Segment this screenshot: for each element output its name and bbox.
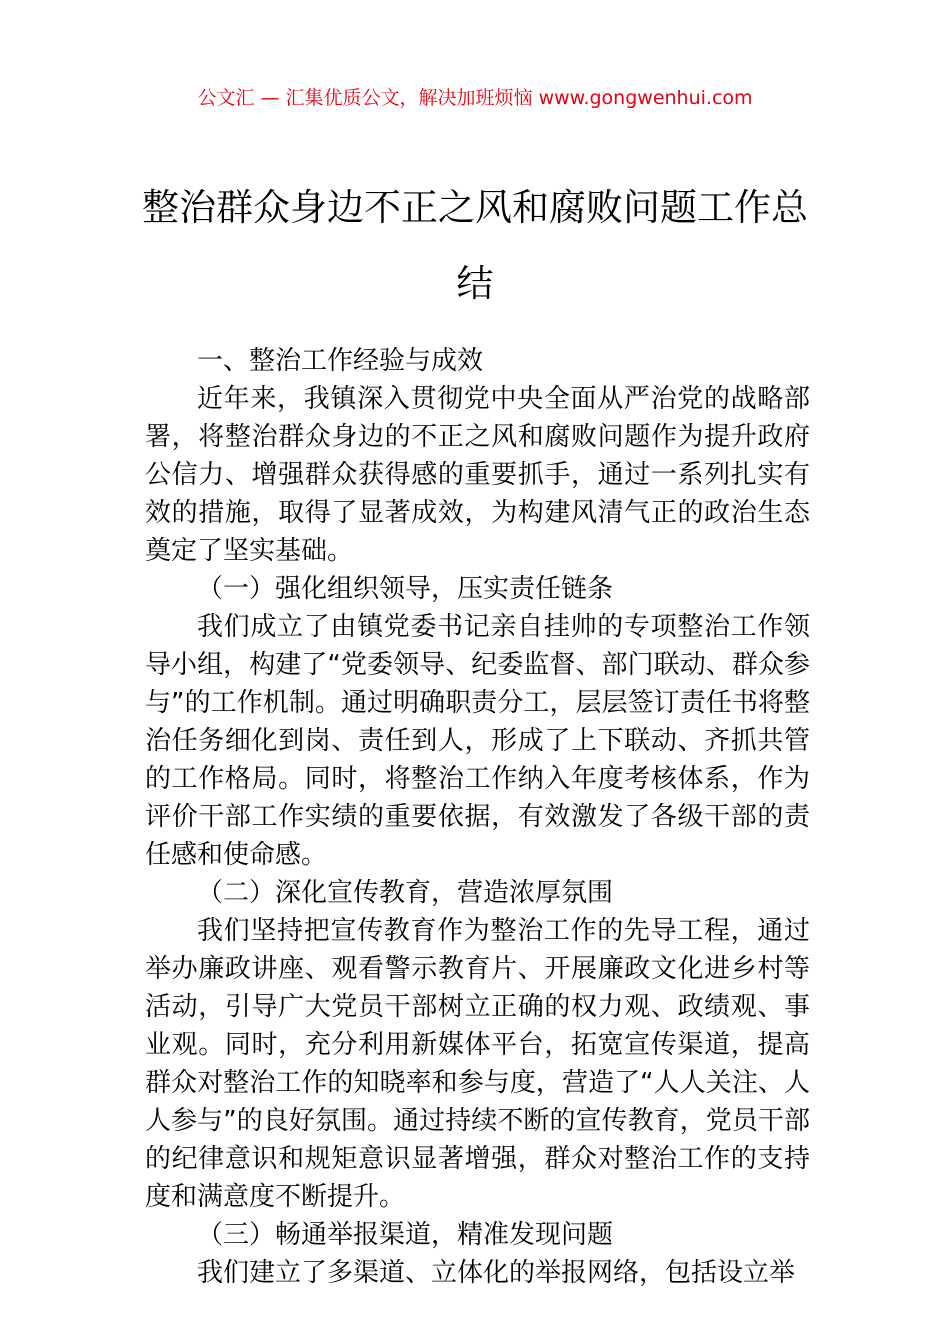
subsection-heading-2: （二）深化宣传教育，营造浓厚氛围	[197, 878, 614, 908]
subsection-heading-1: （一）强化组织领导，压实责任链条	[197, 574, 614, 604]
site-header-banner: 公文汇 — 汇集优质公文，解决加班烦恼 www.gongwenhui.com	[197, 87, 753, 109]
document-body	[145, 342, 810, 1292]
section-heading-1: 一、整治工作经验与成效	[197, 346, 484, 376]
document-title: 整治群众身边不正之风和腐败问题工作总结	[142, 186, 808, 305]
paragraph-intro: 近年来，我镇深入贯彻党中央全面从严治党的战略部署，将整治群众身边的不正之风和腐败问题作为提升政府公信力、增强群众获得感的重要抓手，通过一系列扎实有效的措施，取得了显著成效，为构建风清气正的政治生态奠定了坚实基础。	[145, 384, 810, 566]
paragraph-reporting: 我们建立了多渠道、立体化的举报网络，包括设立举	[197, 1258, 796, 1288]
paragraph-leadership: 我们成立了由镇党委书记亲自挂帅的专项整治工作领导小组，构建了“党委领导、纪委监督、部门联动、群众参与”的工作机制。通过明确职责分工，层层签订责任书将整治任务细化到岗、责任到人，形成了上下联动、齐抓共管的工作格局。同时，将整治工作纳入年度考核体系，作为评价干部工作实绩的重要依据，有效激发了各级干部的责任感和使命感。	[145, 612, 810, 870]
paragraph-education: 我们坚持把宣传教育作为整治工作的先导工程，通过举办廉政讲座、观看警示教育片、开展廉政文化进乡村等活动，引导广大党员干部树立正确的权力观、政绩观、事业观。同时，充分利用新媒体平台，拓宽宣传渠道，提高群众对整治工作的知晓率和参与度，营造了“人人关注、人人参与”的良好氛围。通过持续不断的宣传教育，党员干部的纪律意识和规矩意识显著增强，群众对整治工作的支持度和满意度不断提升。	[145, 916, 810, 1212]
subsection-heading-3: （三）畅通举报渠道，精准发现问题	[197, 1220, 614, 1250]
